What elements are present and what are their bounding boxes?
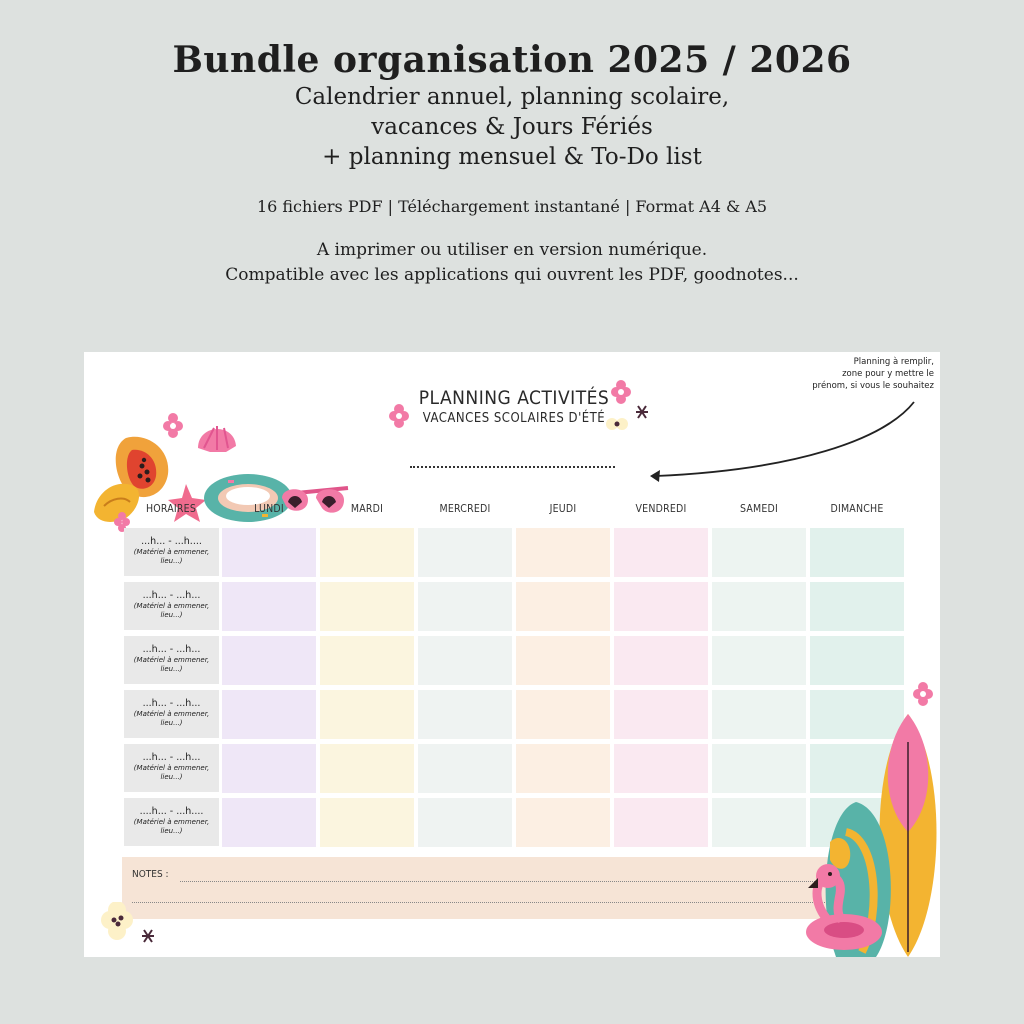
time-slot-cell[interactable] xyxy=(124,636,219,684)
planner-cell-vendredi[interactable] xyxy=(614,528,708,577)
time-slot-note: (Matériel à emmener, xyxy=(133,548,210,556)
product-info: 16 fichiers PDF | Téléchargement instantané | Format A4 & A5 xyxy=(256,197,768,216)
notes-line xyxy=(132,902,851,903)
time-slot-cell[interactable] xyxy=(124,528,219,576)
page-title: Bundle organisation 2025 / 2026 xyxy=(172,39,852,81)
planner-sheet xyxy=(84,352,940,957)
column-header-mercredi: MERCREDI xyxy=(439,503,491,515)
description-line-1: A imprimer ou utiliser en version numérique. xyxy=(316,240,708,260)
time-slot-note: (Matériel à emmener, xyxy=(133,818,210,826)
planner-title-block xyxy=(414,386,614,428)
time-slot-note: lieu...) xyxy=(160,773,183,781)
time-slot-note: lieu...) xyxy=(160,719,183,727)
time-range: ...h... - ...h... xyxy=(142,698,201,709)
planner-cell-vendredi[interactable] xyxy=(614,798,708,847)
time-slot-note: lieu...) xyxy=(160,665,183,673)
planner-cell-mardi[interactable] xyxy=(320,528,414,577)
planner-cell-lundi[interactable] xyxy=(222,798,316,847)
planner-cell-samedi[interactable] xyxy=(712,744,806,793)
time-slot-note: (Matériel à emmener, xyxy=(133,602,210,610)
time-slot-cell[interactable] xyxy=(124,690,219,738)
planner-cell-mardi[interactable] xyxy=(320,798,414,847)
planner-title: PLANNING ACTIVITÉS xyxy=(418,387,610,409)
planner-cell-mardi[interactable] xyxy=(320,636,414,685)
planner-cell-mardi[interactable] xyxy=(320,744,414,793)
planner-cell-vendredi[interactable] xyxy=(614,744,708,793)
time-range: ...h... - ...h... xyxy=(142,644,201,655)
subtitle-line-2: vacances & Jours Fériés xyxy=(371,114,653,140)
page-header xyxy=(0,38,1024,288)
planner-cell-dimanche[interactable] xyxy=(810,582,904,631)
time-slot-cell[interactable] xyxy=(124,582,219,630)
planner-cell-jeudi[interactable] xyxy=(516,744,610,793)
column-header-horaires: HORAIRES xyxy=(145,503,197,515)
planner-cell-samedi[interactable] xyxy=(712,798,806,847)
column-header-samedi: SAMEDI xyxy=(739,503,779,515)
time-slot-cell[interactable] xyxy=(124,798,219,846)
planner-cell-mercredi[interactable] xyxy=(418,582,512,631)
column-header-jeudi: JEUDI xyxy=(549,503,577,515)
time-range: ...h... - ...h... xyxy=(142,752,201,763)
name-fill-line[interactable] xyxy=(410,466,615,468)
planner-cell-samedi[interactable] xyxy=(712,636,806,685)
time-slot-note: (Matériel à emmener, xyxy=(133,710,210,718)
planner-cell-vendredi[interactable] xyxy=(614,582,708,631)
time-slot-cell[interactable] xyxy=(124,744,219,792)
surfboard-flamingo-decoration xyxy=(796,682,940,957)
column-header-lundi: LUNDI xyxy=(254,503,284,515)
planner-cell-jeudi[interactable] xyxy=(516,798,610,847)
column-header-dimanche: DIMANCHE xyxy=(830,503,884,515)
subtitle-line-1: Calendrier annuel, planning scolaire, xyxy=(294,84,730,110)
planner-subtitle: VACANCES SCOLAIRES D'ÉTÉ xyxy=(422,411,606,426)
planner-cell-lundi[interactable] xyxy=(222,636,316,685)
planner-cell-jeudi[interactable] xyxy=(516,690,610,739)
planner-cell-lundi[interactable] xyxy=(222,690,316,739)
time-slot-note: lieu...) xyxy=(160,827,183,835)
planner-cell-mercredi[interactable] xyxy=(418,636,512,685)
description-line-2: Compatible avec les applications qui ouvrent les PDF, goodnotes... xyxy=(225,265,799,285)
column-header-mardi: MARDI xyxy=(350,503,384,515)
time-slot-note: (Matériel à emmener, xyxy=(133,656,210,664)
planner-cell-jeudi[interactable] xyxy=(516,636,610,685)
arrow-icon xyxy=(644,400,924,484)
planner-cell-samedi[interactable] xyxy=(712,582,806,631)
planner-cell-samedi[interactable] xyxy=(712,528,806,577)
planner-cell-lundi[interactable] xyxy=(222,582,316,631)
annotation-line-3: prénom, si vous le souhaitez xyxy=(812,381,934,391)
planner-cell-dimanche[interactable] xyxy=(810,528,904,577)
planner-cell-samedi[interactable] xyxy=(712,690,806,739)
planner-cell-vendredi[interactable] xyxy=(614,690,708,739)
planner-cell-mardi[interactable] xyxy=(320,582,414,631)
planner-cell-lundi[interactable] xyxy=(222,528,316,577)
annotation-line-2: zone pour y mettre le xyxy=(842,369,934,379)
column-header-vendredi: VENDREDI xyxy=(635,503,687,515)
annotation-line-1: Planning à remplir, xyxy=(853,357,934,367)
planner-cell-mercredi[interactable] xyxy=(418,690,512,739)
time-range: ...h... - ...h... xyxy=(142,590,201,601)
planner-cell-mercredi[interactable] xyxy=(418,798,512,847)
time-range: ...h... - ...h.... xyxy=(141,536,202,547)
planner-cell-mercredi[interactable] xyxy=(418,528,512,577)
notes-label: NOTES : xyxy=(132,869,169,880)
time-slot-note: lieu...) xyxy=(160,611,183,619)
planner-cell-jeudi[interactable] xyxy=(516,528,610,577)
planner-cell-vendredi[interactable] xyxy=(614,636,708,685)
time-slot-note: (Matériel à emmener, xyxy=(133,764,210,772)
notes-area[interactable] xyxy=(122,857,867,919)
name-annotation xyxy=(804,356,934,392)
planner-cell-lundi[interactable] xyxy=(222,744,316,793)
time-range: ....h... - ...h.... xyxy=(139,806,204,817)
planner-cell-dimanche[interactable] xyxy=(810,636,904,685)
subtitle-line-3: + planning mensuel & To-Do list xyxy=(322,144,702,170)
notes-line xyxy=(180,881,851,882)
planner-cell-mardi[interactable] xyxy=(320,690,414,739)
planner-cell-mercredi[interactable] xyxy=(418,744,512,793)
time-slot-note: lieu...) xyxy=(160,557,183,565)
bottom-flower-decoration xyxy=(94,902,164,948)
planner-cell-jeudi[interactable] xyxy=(516,582,610,631)
